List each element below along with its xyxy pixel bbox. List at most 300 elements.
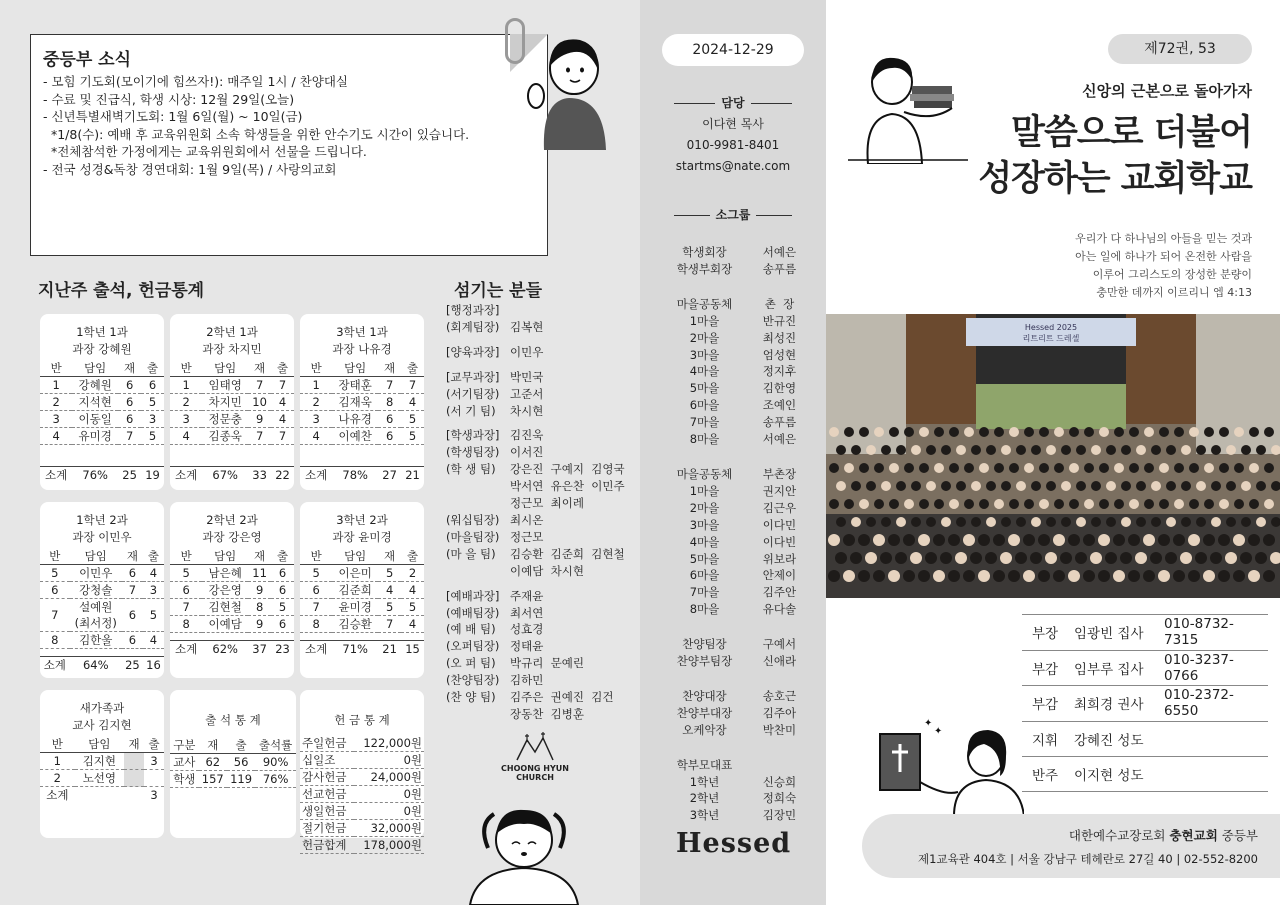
crowd-person: [1060, 552, 1072, 564]
table-row: [300, 769, 424, 786]
spacer-row: [300, 633, 424, 641]
table-cell: 강청솔: [70, 582, 122, 599]
crowd-person: [904, 463, 914, 473]
crowd-person: [836, 445, 846, 455]
group-name: 송호근: [762, 688, 797, 703]
newfamily-teacher: 교사 김지현: [72, 718, 132, 732]
staff-row: [1022, 614, 1268, 650]
table-row: [40, 394, 164, 411]
crowd-person: [986, 481, 996, 491]
news-title: 중등부 소식: [43, 50, 132, 70]
crowd-person: [1248, 534, 1260, 546]
table-header-cell: 반: [170, 548, 202, 565]
table-sum-cell: 16: [143, 657, 164, 674]
table-header-cell: 반: [170, 360, 202, 377]
staff-cell: 부장: [1032, 626, 1059, 643]
crowd-person: [844, 427, 854, 437]
group-label: 학생부회장: [676, 261, 733, 276]
group-label: 학부모대표: [676, 757, 733, 772]
footer: [862, 814, 1280, 878]
table-header-cell: 담임: [332, 548, 378, 565]
table-cell: 6: [271, 565, 294, 582]
serve-row: [446, 369, 646, 386]
staff-row: [1022, 756, 1268, 792]
table-cell: 4: [271, 394, 294, 411]
table-sum-row: [170, 641, 294, 658]
crowd-person: [903, 570, 915, 582]
table-cell: 이동일: [72, 411, 118, 428]
table-header-cell: 담임: [202, 548, 248, 565]
serve-row: [446, 563, 646, 580]
crowd-person: [866, 481, 876, 491]
table-cell: 이예찬: [332, 428, 378, 445]
table-sum-cell: 21: [378, 641, 401, 658]
crowd-person: [948, 570, 960, 582]
svg-text:✦: ✦: [924, 718, 933, 729]
table-cell: 노선영: [75, 770, 124, 787]
crowd-person: [1256, 517, 1266, 527]
table-cell: 김한울: [70, 632, 122, 649]
crowd-person: [1159, 463, 1169, 473]
staff-row: [1022, 721, 1268, 757]
table-header-cell: 출: [227, 737, 255, 754]
crowd-person: [964, 499, 974, 509]
news-item: - 전국 성경&독창 경연대회: 1월 9일(목) / 사랑의교회: [43, 161, 337, 177]
crowd-person: [1240, 552, 1252, 564]
table-sum-row: [300, 641, 424, 658]
group-label: 6마을: [689, 568, 720, 583]
table-cell: 5: [300, 565, 332, 582]
staff-cell: 010-8732-7315: [1164, 616, 1234, 649]
crowd-person: [889, 427, 899, 437]
table-cell: 5: [401, 428, 424, 445]
table-sum-cell: 15: [401, 641, 424, 658]
crowd-person: [828, 570, 840, 582]
class-title: 3학년 1과: [336, 325, 388, 339]
crowd-person: [1023, 570, 1035, 582]
table-sum-row: [40, 657, 164, 674]
crowd-person: [888, 534, 900, 546]
offering-card: [300, 690, 424, 852]
girl-cheek-illustration-icon: [466, 800, 582, 905]
serve-row: [446, 478, 646, 495]
serve-role: [양육과장]: [446, 344, 500, 359]
table-row: [40, 599, 164, 632]
table-cell: [144, 770, 164, 787]
crowd-person: [986, 445, 996, 455]
serve-names: 김복현: [510, 319, 544, 334]
crowd-person: [1129, 463, 1139, 473]
serve-list: [446, 302, 646, 723]
table-row: [170, 377, 294, 394]
group-row: [664, 431, 814, 448]
table-cell: 10: [248, 394, 271, 411]
crowd-person: [1136, 445, 1146, 455]
offering-label: 십일조: [300, 752, 354, 769]
crowd-person: [874, 427, 884, 437]
attendance-table: [170, 737, 296, 788]
main-title-line1: 말씀으로 더불어: [1011, 113, 1252, 153]
table-cell: 9: [248, 411, 271, 428]
crowd-person: [926, 445, 936, 455]
crowd-person: [835, 552, 847, 564]
crowd-person: [971, 481, 981, 491]
serve-role: (서기팀장): [446, 386, 500, 401]
table-header-cell: 출: [271, 360, 294, 377]
crowd-person: [1076, 445, 1086, 455]
crowd-person: [1256, 481, 1266, 491]
crowd-person: [859, 499, 869, 509]
crowd-person: [1211, 517, 1221, 527]
group-name: 조예인: [762, 398, 797, 413]
group-label: 7마을: [689, 415, 720, 430]
crowd-person: [1173, 534, 1185, 546]
crowd-person: [1218, 534, 1230, 546]
table-cell: [124, 770, 144, 787]
crowd-person: [1174, 427, 1184, 437]
table-row: [40, 377, 164, 394]
table-header-row: [170, 737, 296, 754]
offering-title: 헌 금 통 계: [334, 713, 390, 727]
crowd-person: [963, 570, 975, 582]
group-row: [664, 567, 814, 584]
table-cell: 지석현: [72, 394, 118, 411]
table-cell: 5: [141, 394, 164, 411]
table-row: [300, 803, 424, 820]
crowd-person: [933, 534, 945, 546]
class-leader: 과장 이민우: [72, 530, 132, 544]
svg-text:✦: ✦: [934, 726, 943, 737]
crowd-person: [1084, 427, 1094, 437]
crowd-person: [1106, 445, 1116, 455]
serve-role: [446, 495, 510, 512]
crowd-person: [1114, 463, 1124, 473]
group-row: [664, 551, 814, 568]
crowd-person: [828, 534, 840, 546]
crowd-person: [851, 481, 861, 491]
serve-row: [446, 461, 646, 478]
group-name: 위보라: [762, 551, 797, 566]
group-name: 촌 장: [764, 296, 795, 311]
crowd-person: [1068, 534, 1080, 546]
crowd-person: [1031, 481, 1041, 491]
group-name: 이다민: [762, 517, 797, 532]
crowd-person: [873, 570, 885, 582]
offering-label: 헌금합계: [300, 837, 354, 854]
class-leader: 과장 강혜원: [72, 342, 132, 356]
pastor-email[interactable]: startms@nate.com: [675, 159, 791, 173]
serve-role: (학 생 팀): [446, 462, 496, 477]
attendance-card: [170, 690, 296, 838]
table-row: [170, 565, 294, 582]
table-cell: 6: [122, 565, 143, 582]
serve-role: (오퍼팀장): [446, 639, 500, 654]
serve-row: [446, 672, 646, 689]
crowd-person: [1166, 481, 1176, 491]
table-cell: 김지현: [75, 753, 124, 770]
table-cell: 남은혜: [202, 565, 248, 582]
crowd-person: [1031, 445, 1041, 455]
serve-row: [446, 638, 646, 655]
table-cell: 2: [170, 394, 202, 411]
table-cell: 7: [271, 428, 294, 445]
serve-names: 이민우: [510, 344, 544, 359]
class-table: [300, 548, 424, 657]
table-header-cell: 재: [118, 360, 141, 377]
crowd-person: [1211, 481, 1221, 491]
table-header-row: [40, 736, 164, 753]
group-row: [664, 807, 814, 824]
group-label: 찬양부대장: [676, 705, 733, 720]
table-cell: 6: [378, 428, 401, 445]
crowd-person: [904, 427, 914, 437]
crowd-person: [1046, 481, 1056, 491]
crowd-person: [1150, 552, 1162, 564]
crowd-person: [896, 481, 906, 491]
attendance-title: 출 석 통 계: [205, 713, 261, 727]
table-header-cell: 구분: [170, 737, 199, 754]
serve-names: 김하민: [510, 673, 544, 688]
crowd-person: [1121, 481, 1131, 491]
crowd-person: [1030, 552, 1042, 564]
group-name: 김주아: [762, 705, 797, 720]
serve-row: [446, 689, 646, 706]
table-sum-cell: 23: [271, 641, 294, 658]
crowd-person: [1054, 499, 1064, 509]
table-cell: 3: [170, 411, 202, 428]
crowd-person: [903, 534, 915, 546]
crowd-person: [1248, 570, 1260, 582]
crowd-person: [1210, 552, 1222, 564]
serve-row: [446, 512, 646, 529]
table-cell: 7: [122, 582, 143, 599]
table-cell: 강혜원: [72, 377, 118, 394]
table-row: [300, 411, 424, 428]
group-row: [664, 705, 814, 722]
crowd-person: [1009, 427, 1019, 437]
crowd-person: [1090, 552, 1102, 564]
paperclip-icon: [505, 18, 525, 64]
photo-banner-text2: 리트리트 드레셀: [1022, 334, 1080, 343]
table-cell: 7: [118, 428, 141, 445]
table-sum-cell: 37: [248, 641, 271, 658]
crowd-person: [1189, 463, 1199, 473]
group-label: 3마을: [689, 517, 720, 532]
group-label: 마을공동체: [676, 466, 733, 481]
table-row: [40, 428, 164, 445]
serve-role: (예배팀장): [446, 605, 500, 620]
crowd-person: [963, 534, 975, 546]
serve-role: [교무과장]: [446, 369, 500, 384]
table-sum-cell: 21: [401, 467, 424, 484]
group-label: 3마을: [689, 347, 720, 362]
crowd-person: [850, 552, 862, 564]
offering-amount: 122,000원: [354, 735, 424, 752]
table-cell: 정문충: [202, 411, 248, 428]
crowd-person: [1113, 534, 1125, 546]
group-label: 1학년: [689, 774, 720, 789]
serve-role: [예배과장]: [446, 588, 500, 603]
table-row: [40, 411, 164, 428]
crowd-person: [979, 499, 989, 509]
class-card: [170, 502, 294, 678]
table-sum-cell: [124, 787, 144, 804]
group-row: [664, 500, 814, 517]
table-row: [300, 582, 424, 599]
crowd-person: [866, 445, 876, 455]
serve-role: (예 배 팀): [446, 622, 496, 637]
stats-title: 지난주 출석, 헌금통계: [38, 281, 205, 301]
crowd-person: [1069, 463, 1079, 473]
crowd-person: [1061, 517, 1071, 527]
table-cell: 9: [248, 582, 271, 599]
crowd-person: [1098, 570, 1110, 582]
crowd-person: [1136, 481, 1146, 491]
crowd-person: [1151, 517, 1161, 527]
crowd-person: [940, 552, 952, 564]
crowd-person: [994, 499, 1004, 509]
crowd-person: [1151, 445, 1161, 455]
crowd-person: [1234, 463, 1244, 473]
serve-role: [학생과장]: [446, 428, 500, 443]
class-card: [300, 314, 424, 490]
table-cell: 4: [401, 582, 424, 599]
crowd-person: [1128, 534, 1140, 546]
table-cell: 6: [118, 411, 141, 428]
offering-label: 절기헌금: [300, 820, 354, 837]
crowd-person: [1234, 499, 1244, 509]
class-leader: 과장 강은영: [202, 530, 262, 544]
table-cell: 교사: [170, 754, 199, 771]
crowd-person: [1159, 499, 1169, 509]
class-table: [300, 360, 424, 483]
table-cell: 6: [271, 582, 294, 599]
crowd-person: [1218, 570, 1230, 582]
crowd-person: [1076, 517, 1086, 527]
table-header-cell: 출: [401, 360, 424, 377]
table-header-row: [170, 360, 294, 377]
crowd-person: [1219, 499, 1229, 509]
crowd-person: [881, 445, 891, 455]
table-cell: 1: [300, 377, 332, 394]
group-row: [664, 244, 814, 261]
crowd-person: [1046, 445, 1056, 455]
table-row: [300, 837, 424, 854]
crowd-person: [1188, 570, 1200, 582]
crowd-person: [881, 481, 891, 491]
group-label: 1마을: [689, 313, 720, 328]
crowd-person: [1076, 481, 1086, 491]
group-row: [664, 330, 814, 347]
table-header-cell: 재: [122, 548, 143, 565]
crowd-person: [925, 552, 937, 564]
serve-row: [446, 605, 646, 622]
staff-cell: 이지현 성도: [1074, 767, 1144, 784]
group-label: 찬양부팀장: [676, 654, 733, 669]
table-cell: 5: [170, 565, 202, 582]
table-sum-cell: 25: [122, 657, 143, 674]
crowd-person: [1135, 552, 1147, 564]
group-name: 서예은: [762, 432, 797, 447]
crowd-person: [1121, 517, 1131, 527]
serve-names: 이예담 차시현: [510, 563, 584, 578]
table-header-cell: 담임: [70, 548, 122, 565]
table-row: [170, 754, 296, 771]
group-photo-image: [826, 314, 1280, 598]
table-cell: 1: [40, 377, 72, 394]
table-cell: 이예담: [202, 616, 248, 633]
serve-row: [446, 444, 646, 461]
group-label: 6마을: [689, 398, 720, 413]
table-cell: 3: [143, 582, 164, 599]
crowd-person: [1158, 570, 1170, 582]
group-name: 정지후: [762, 364, 797, 379]
table-row: [300, 786, 424, 803]
group-row: [664, 483, 814, 500]
offering-amount: 178,000원: [354, 837, 424, 854]
crowd-person: [1204, 463, 1214, 473]
group-name: 신애라: [762, 654, 797, 669]
spacer-row: [40, 649, 164, 657]
crowd-person: [1091, 517, 1101, 527]
table-cell: 6: [170, 582, 202, 599]
class-card: [40, 314, 164, 490]
group-name: 정희숙: [762, 791, 797, 806]
table-cell: 5: [401, 411, 424, 428]
class-title: 2학년 1과: [206, 325, 258, 339]
crowd-person: [1219, 463, 1229, 473]
church-logo-line1: CHOONG HYUN: [501, 764, 569, 773]
subtitle: 신앙의 근본으로 돌아가자: [1082, 82, 1252, 100]
footer-address: 제1교육관 404호 | 서울 강남구 테헤란로 27길 40 | 02-552-8200: [918, 852, 1258, 866]
crowd-person: [1234, 427, 1244, 437]
serve-role: (마 을 팀): [446, 546, 496, 561]
crowd-person: [1165, 552, 1177, 564]
table-cell: 4: [300, 428, 332, 445]
table-row: [170, 771, 296, 788]
table-sum-row: [40, 787, 164, 804]
news-list: [43, 73, 469, 178]
table-sum-cell: 소계: [46, 788, 69, 802]
table-row: [300, 820, 424, 837]
crowd-person: [1114, 499, 1124, 509]
main-title-line2: 성장하는 교회학교: [978, 159, 1252, 199]
table-header-row: [40, 360, 164, 377]
serve-row: [446, 344, 646, 361]
crowd-person: [1099, 427, 1109, 437]
crowd-person: [1158, 534, 1170, 546]
group-row: [664, 584, 814, 601]
table-sum-cell: [75, 787, 124, 804]
crowd-person: [881, 517, 891, 527]
group-name: 안제이: [762, 568, 797, 583]
crowd-person: [1001, 445, 1011, 455]
table-cell: 2: [40, 770, 75, 787]
crowd-person: [1075, 552, 1087, 564]
group-label: 7마을: [689, 585, 720, 600]
crowd-person: [949, 463, 959, 473]
crowd-person: [1263, 534, 1275, 546]
table-row: [300, 565, 424, 582]
crowd-person: [851, 445, 861, 455]
smallgroup-heading: 소그룹: [648, 206, 818, 223]
footer-church: 대한예수교장로회 충현교회 중등부: [1068, 828, 1258, 843]
group-name: 김근우: [762, 500, 797, 515]
crowd-person: [1039, 499, 1049, 509]
table-sum-cell: 64%: [70, 657, 122, 674]
group-row: [664, 363, 814, 380]
crowd-person: [1084, 499, 1094, 509]
